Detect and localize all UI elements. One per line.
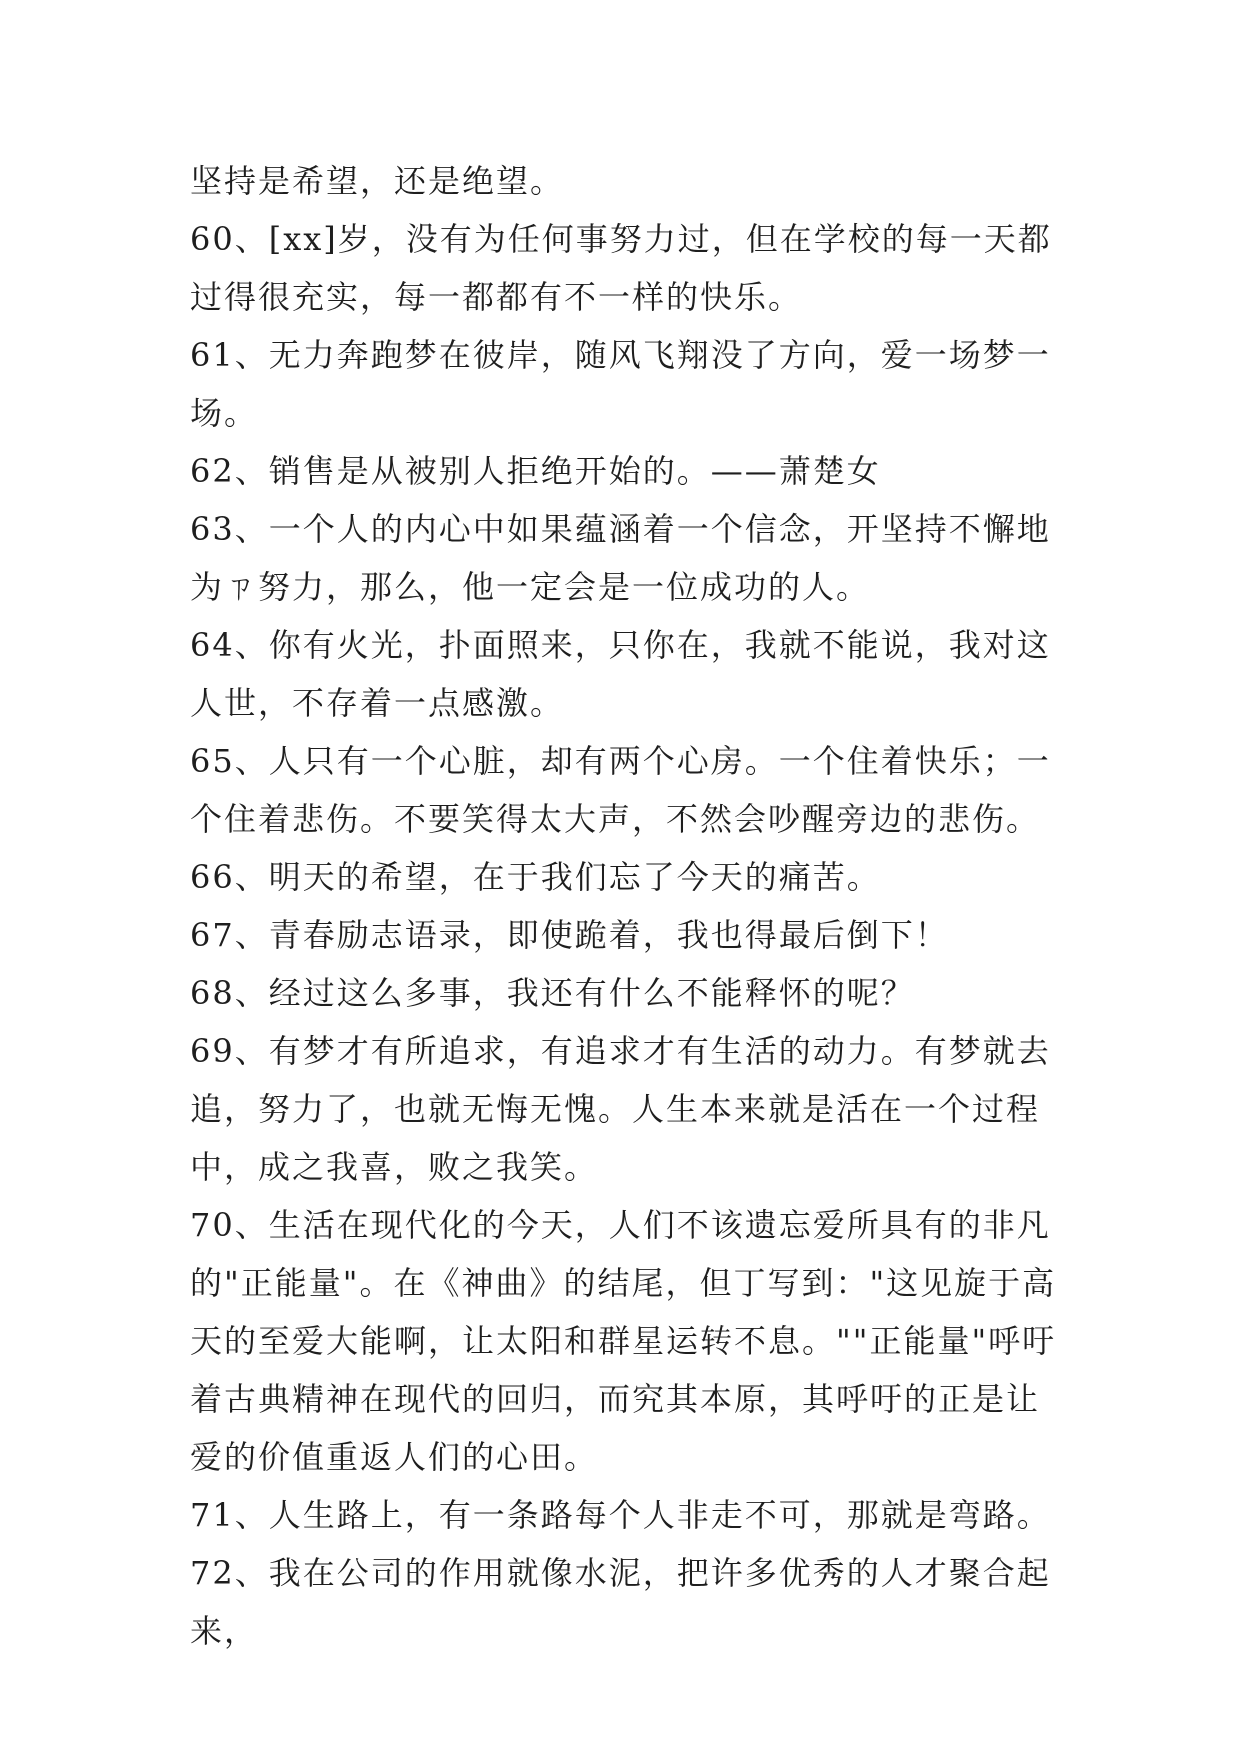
- paragraph-60: 60、[xx]岁，没有为任何事努力过，但在学校的每一天都过得很充实，每一都都有不一样的快乐。: [190, 220, 1052, 316]
- paragraph-68: 68、经过这么多事，我还有什么不能释怀的呢？: [190, 974, 915, 1012]
- document-body: [190, 152, 1060, 1660]
- paragraph-67: 67、青春励志语录，即使跪着，我也得最后倒下！: [190, 916, 949, 954]
- paragraph-continuation: 坚持是希望，还是绝望。: [190, 162, 565, 200]
- paragraph-64: 64、你有火光，扑面照来，只你在，我就不能说，我对这人世，不存着一点感激。: [190, 626, 1051, 722]
- paragraph-61: 61、无力奔跑梦在彼岸，随风飞翔没了方向，爱一场梦一场。: [190, 336, 1051, 432]
- paragraph-69: 69、有梦才有所追求，有追求才有生活的动力。有梦就去追，努力了，也就无悔无愧。人生本来就是活在一个过程中，成之我喜，败之我笑。: [190, 1032, 1051, 1186]
- paragraph-65: 65、人只有一个心脏，却有两个心房。一个住着快乐；一个住着悲伤。不要笑得太大声，不然会吵醒旁边的悲伤。: [190, 742, 1051, 838]
- paragraph-72: 72、我在公司的作用就像水泥，把许多优秀的人才聚合起来，: [190, 1554, 1051, 1650]
- paragraph-71: 71、人生路上，有一条路每个人非走不可，那就是弯路。: [190, 1496, 1051, 1534]
- paragraph-66: 66、明天的希望，在于我们忘了今天的痛苦。: [190, 858, 881, 896]
- paragraph-62: 62、销售是从被别人拒绝开始的。——萧楚女: [190, 452, 881, 490]
- paragraph-70: 70、生活在现代化的今天，人们不该遗忘爱所具有的非凡的"正能量"。在《神曲》的结尾，但丁写到："这见旋于高天的至爱大能啊，让太阳和群星运转不息。""正能量"呼吁着古典精神在现代的回归，而究其本原，其呼吁的正是让爱的价值重返人们的心田。: [190, 1206, 1057, 1476]
- paragraph-63: 63、一个人的内心中如果蕴涵着一个信念，开坚持不懈地为ㄗ努力，那么，他一定会是一位成功的人。: [190, 510, 1051, 606]
